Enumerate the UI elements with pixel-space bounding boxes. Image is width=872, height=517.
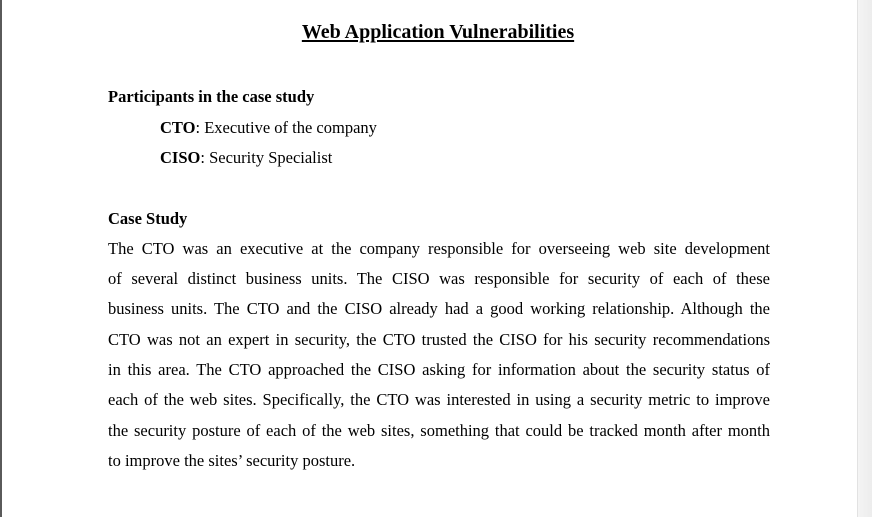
case-study-heading: Case Study <box>108 209 188 228</box>
participant-role: CTO <box>160 118 196 137</box>
participant-separator: : <box>200 148 205 167</box>
participant-cto <box>160 117 377 139</box>
scrollbar-track[interactable] <box>857 0 872 517</box>
participant-ciso <box>160 147 332 169</box>
case-study-line: The CTO was an executive at the company responsible for overseeing web site development <box>108 239 770 258</box>
case-study-line: the security posture of each of the web sites, something that could be tracked month after month <box>108 421 770 440</box>
case-study-line: CTO was not an expert in security, the CTO trusted the CISO for his security recommendations <box>108 330 770 349</box>
case-study-line: to improve the sites’ security posture. <box>108 451 356 470</box>
case-study-line: each of the web sites. Specifically, the CTO was interested in using a security metric to improve <box>108 390 770 409</box>
participant-role: CISO <box>160 148 201 167</box>
document-title: Web Application Vulnerabilities <box>301 21 575 43</box>
participants-heading: Participants in the case study <box>108 87 315 106</box>
participant-description: Security Specialist <box>204 148 333 167</box>
case-study-line: business units. The CTO and the CISO already had a good working relationship. Although the <box>108 299 770 318</box>
participant-separator: : <box>195 118 201 137</box>
participant-description: Executive of the company <box>200 118 377 137</box>
case-study-line: of several distinct business units. The CISO was responsible for security of each of these <box>108 269 770 288</box>
case-study-line: in this area. The CTO approached the CISO asking for information about the security status of <box>108 360 770 379</box>
